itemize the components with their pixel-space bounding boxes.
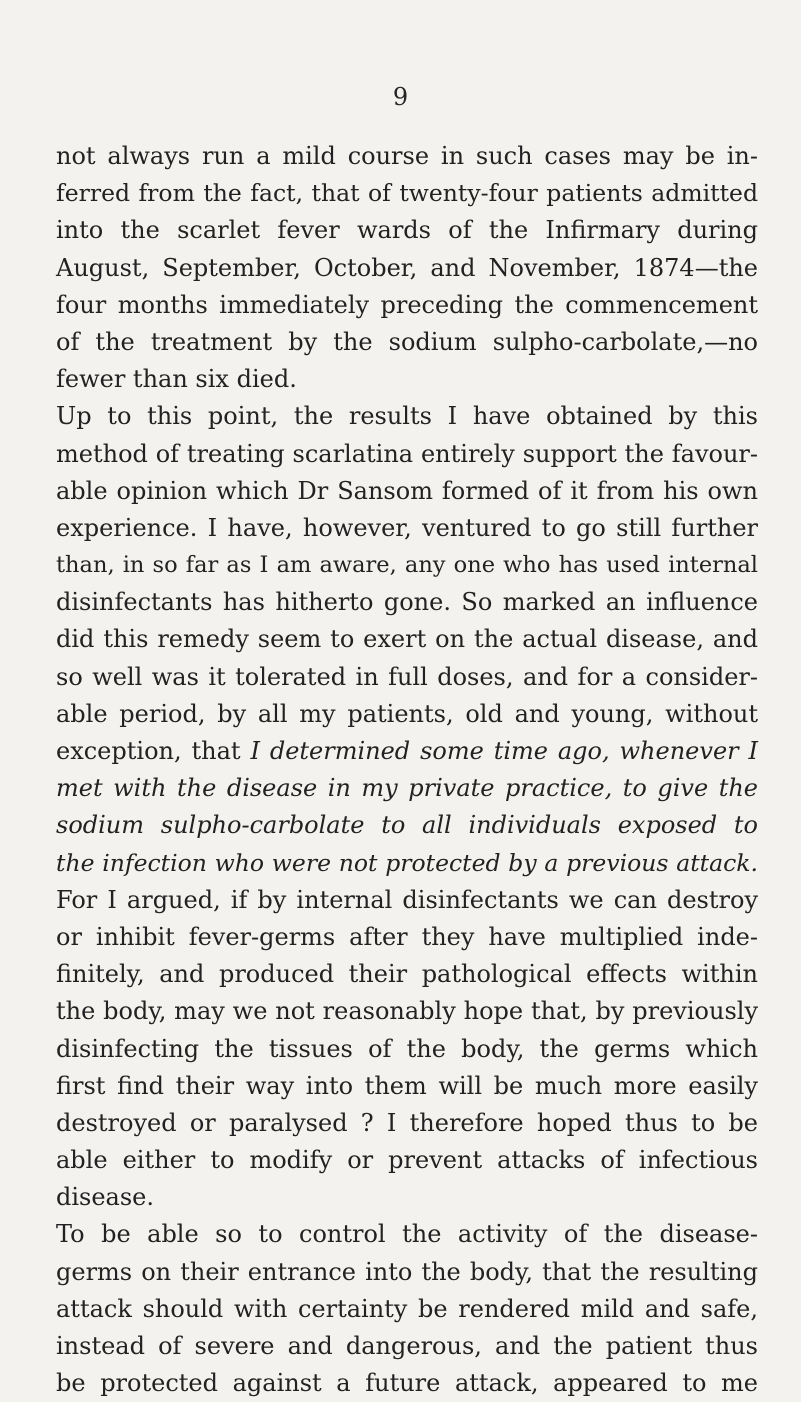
text-line: able either to modify or prevent attacks of infectious [56,1146,758,1175]
text-line [56,845,758,882]
text-line [56,733,758,770]
text-line: To be able so to control the activity of the disease- [56,1220,758,1249]
text-line: germs on their entrance into the body, that the resulting [56,1257,758,1286]
text-line [56,770,758,807]
body-text [56,138,758,1402]
text-line: method of treating scarlatina entirely support the favour- [56,439,758,468]
text-line: ferred from the fact, that of twenty-four patients admitted [56,179,758,208]
italic-emphasis: met with the disease in my private practice, to give the [56,774,758,803]
text-line: be protected against a future attack, appeared to me [56,1369,758,1398]
text-line-start: exception, that [56,737,251,765]
text-line: into the scarlet fever wards of the Infirmary during [56,216,758,245]
italic-emphasis: sodium sulpho-carbolate to all individuals exposed to [56,811,758,840]
page-number: 9 [392,83,409,111]
text-line: instead of severe and dangerous, and the patient thus [56,1332,758,1360]
text-line: August, September, October, and November, 1874—the [56,253,758,282]
text-line: destroyed or paralysed ? I therefore hoped thus to be [56,1108,758,1137]
text-line: so well was it tolerated in full doses, and for a consider- [56,662,758,691]
text-line: not always run a mild course in such cases may be in- [56,142,758,170]
text-line: did this remedy seem to exert on the actual disease, and [56,625,758,654]
text-line: experience. I have, however, ventured to go still further [56,513,758,542]
text-line: disinfecting the tissues of the body, the germs which [56,1034,758,1063]
text-line: than, in so far as I am aware, any one who has used internal [56,552,758,579]
text-line: finitely, and produced their pathological effects within [56,960,758,989]
italic-emphasis: I determined some time ago, whenever I [250,737,758,765]
text-line: attack should with certainty be rendered mild and safe, [56,1294,758,1323]
text-line: of the treatment by the sodium sulpho-carbolate,—no [56,327,758,356]
text-line: disinfectants has hitherto gone. So marked an influence [56,588,758,617]
text-line: or inhibit fever-germs after they have multiplied inde- [56,922,758,951]
text-line: Up to this point, the results I have obtained by this [56,402,758,431]
text-line: able period, by all my patients, old and young, without [56,699,758,728]
text-line: first find their way into them will be much more easily [56,1071,758,1100]
text-line: the body, may we not reasonably hope that, by previously [56,997,758,1026]
text-line: disease. [56,1183,155,1212]
text-line [56,807,758,844]
text-line: fewer than six died. [56,365,297,394]
text-line: For I argued, if by internal disinfectants we can destroy [56,885,758,914]
italic-emphasis: the infection who were not protected by a previous attack. [56,848,758,877]
text-line: able opinion which Dr Sansom formed of it from his own [56,476,758,505]
text-line: four months immediately preceding the commencement [56,290,758,319]
